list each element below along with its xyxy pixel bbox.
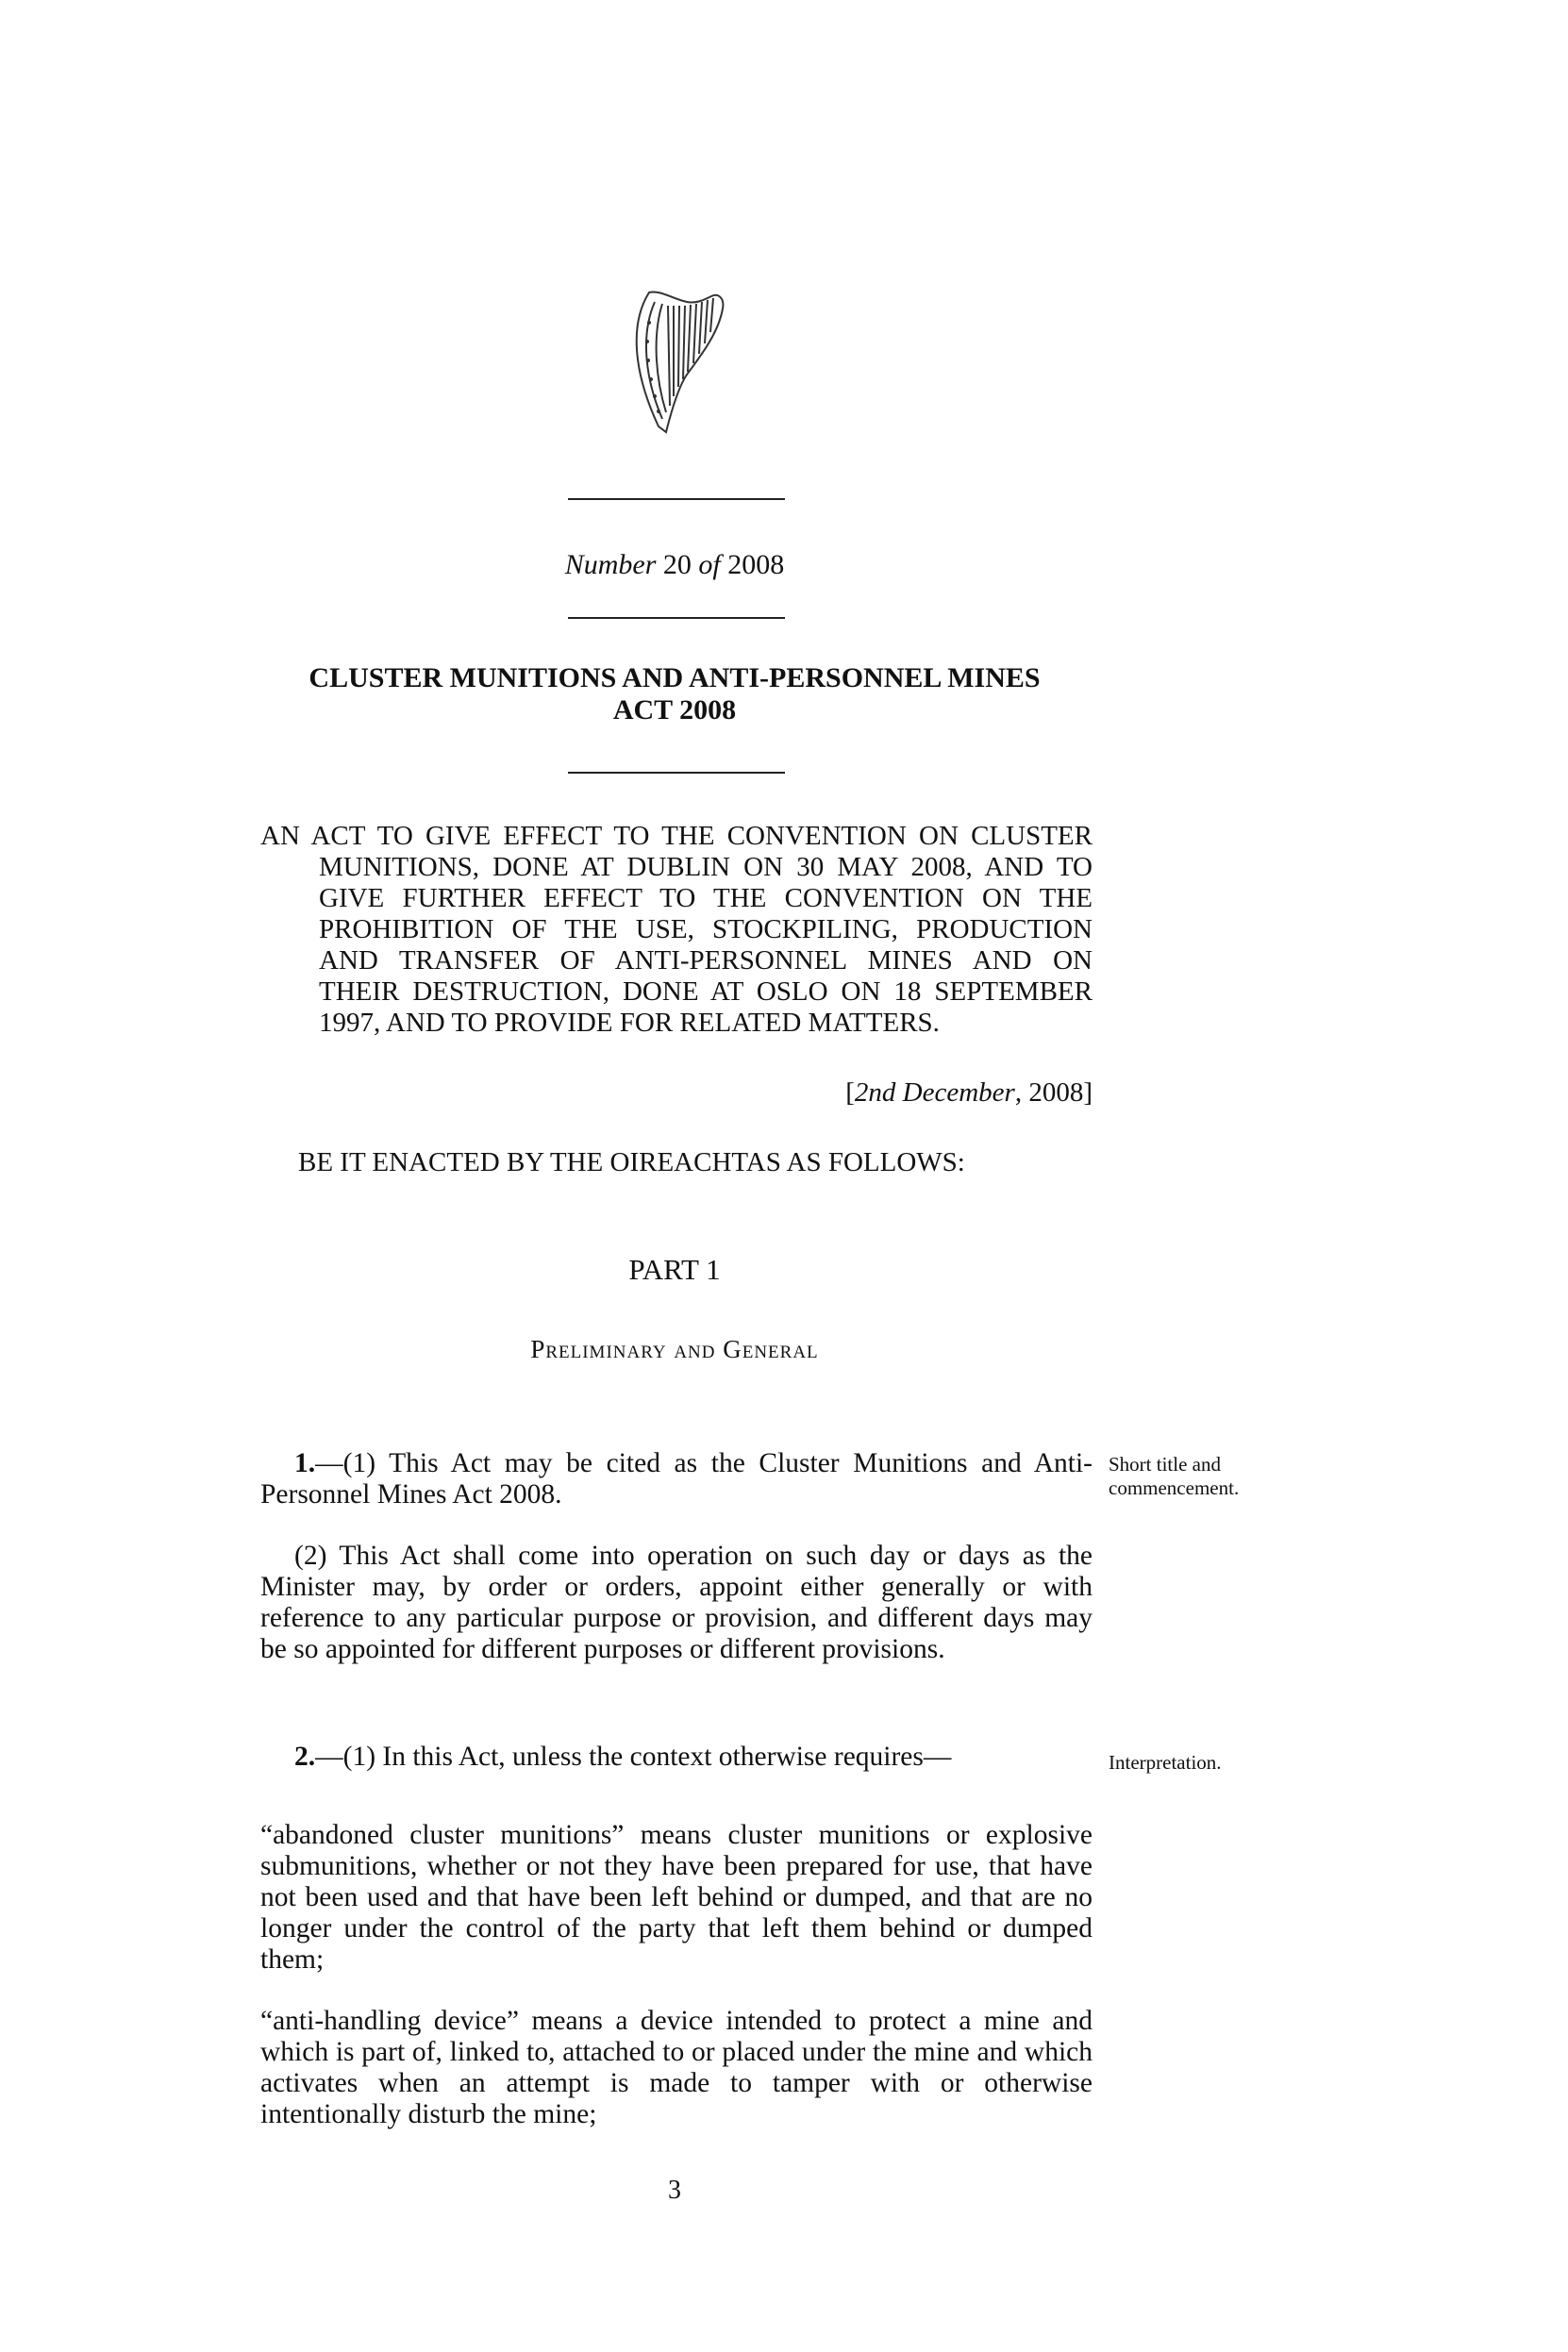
date-close: , 2008] bbox=[1014, 1077, 1093, 1108]
divider-rule bbox=[568, 498, 785, 500]
number-word: Number bbox=[564, 549, 657, 580]
definition-abandoned-cluster-munitions: “abandoned cluster munitions” means cluster munitions or explosive submunitions, whether or not they have been prepared for use, that have not been used and that have been left behind or dumped, and that are no longer under the control of the party that left them behind or dumped them; bbox=[260, 1820, 1093, 1975]
date-day: 2nd bbox=[854, 1077, 896, 1108]
act-title-line2: ACT 2008 bbox=[612, 694, 737, 726]
long-title: AN ACT TO GIVE EFFECT TO THE CONVENTION ON CLUSTER MUNITIONS, DONE AT DUBLIN ON 30 MAY 2008, AND TO GIVE FURTHER EFFECT TO THE CONVENTION ON THE PROHIBITION OF THE USE, STOCKPILING, PRODUCTION AND TRANSFER OF ANTI-PERSONNEL MINES AND ON THEIR DESTRUCTION, DONE AT OSLO ON 18 SEPTEMBER 1997, AND TO PROVIDE FOR RELATED MATTERS. bbox=[260, 821, 1093, 1038]
number-value: 20 bbox=[662, 549, 692, 580]
act-year: 2008 bbox=[727, 549, 785, 580]
date-month: December bbox=[902, 1077, 1015, 1108]
definition-anti-handling-device: “anti-handling device” means a device intended to protect a mine and which is part of, linked to, attached to or placed under the mine and which activates when an attempt is made to tamper with or otherwise intentionally disturb the mine; bbox=[260, 2006, 1093, 2129]
page-number: 3 bbox=[668, 2176, 681, 2205]
divider-rule bbox=[568, 772, 785, 774]
act-title-line1: CLUSTER MUNITIONS AND ANTI-PERSONNEL MINES bbox=[309, 662, 1041, 693]
part-label: PART 1 bbox=[628, 1253, 721, 1286]
section-number: 1. bbox=[294, 1448, 316, 1478]
section-number: 2. bbox=[294, 1742, 316, 1772]
margin-note-short-title bbox=[1109, 1453, 1297, 1500]
part-title: Preliminary and General bbox=[530, 1335, 819, 1363]
enacting-formula: BE IT ENACTED BY THE OIREACHTAS AS FOLLOWS: bbox=[298, 1147, 965, 1177]
margin-note-line: commencement. bbox=[1109, 1476, 1240, 1499]
divider-rule bbox=[568, 617, 785, 619]
of-word: of bbox=[698, 549, 721, 580]
harp-emblem-icon bbox=[621, 285, 732, 438]
section-1-subsection-2: (2) This Act shall come into operation on such day or days as the Minister may, by order or orders, appoint either generally or with reference to any particular purpose or provision, and different days may be so appointed for different purposes or different provisions. bbox=[260, 1541, 1093, 1664]
act-number bbox=[0, 549, 1349, 581]
margin-note-line: Short title and bbox=[1109, 1453, 1221, 1476]
section-2-subsection-1 bbox=[260, 1742, 1093, 1773]
section-text: —(1) This Act may be cited as the Cluster Munitions and Anti-Personnel Mines Act 2008. bbox=[260, 1448, 1093, 1510]
enactment-date bbox=[845, 1077, 1093, 1109]
section-1-subsection-1 bbox=[260, 1448, 1093, 1510]
section-text: —(1) In this Act, unless the context otherwise requires— bbox=[315, 1742, 952, 1772]
act-title bbox=[264, 662, 1085, 726]
date-open: [ bbox=[845, 1077, 855, 1108]
margin-note-interpretation: Interpretation. bbox=[1109, 1751, 1222, 1774]
